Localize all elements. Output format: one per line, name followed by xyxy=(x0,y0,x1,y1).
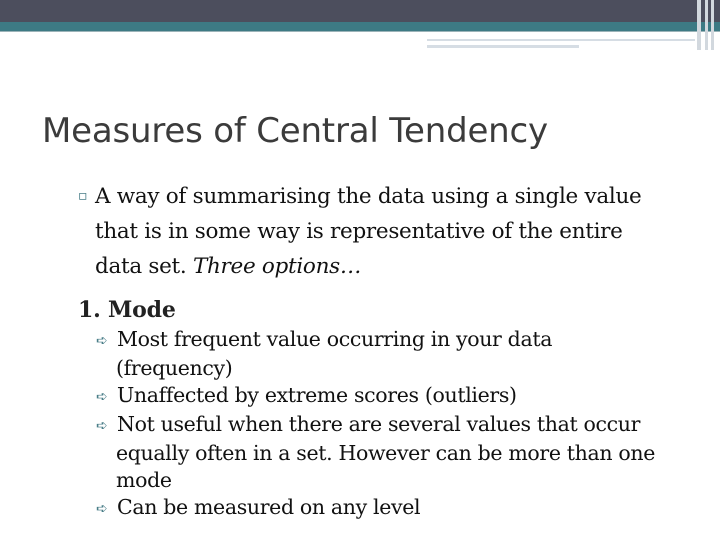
mode-point-line xyxy=(96,382,696,411)
mode-point-text: (frequency) xyxy=(116,356,233,380)
mode-point xyxy=(96,494,696,523)
intro-line: A way of summarising the data using a single value xyxy=(95,184,642,209)
mode-point xyxy=(96,411,696,494)
intro-line xyxy=(95,249,678,284)
mode-point-line xyxy=(96,326,696,355)
arrow-bullet-icon: ➪ xyxy=(96,389,108,405)
arrow-bullet-icon: ➪ xyxy=(96,333,108,349)
mode-point-text: Unaffected by extreme scores (outliers) xyxy=(117,383,517,407)
mode-point-line xyxy=(96,355,696,382)
section-heading: 1. Mode xyxy=(78,297,176,323)
intro-line: that is in some way is representative of the entire xyxy=(95,219,623,244)
square-bullet-icon: ▫ xyxy=(78,188,88,204)
mode-points-list xyxy=(96,326,696,523)
mode-point-line xyxy=(96,411,696,440)
intro-line-text: data set. xyxy=(95,254,193,279)
mode-point-line xyxy=(96,440,696,467)
mode-point-text: mode xyxy=(116,468,172,492)
slide-title: Measures of Central Tendency xyxy=(42,111,548,151)
mode-point-line xyxy=(96,467,696,494)
intro-text xyxy=(95,179,678,284)
intro-paragraph xyxy=(78,179,678,284)
mode-point-text: Not useful when there are several values that occur xyxy=(117,412,641,436)
mode-point xyxy=(96,382,696,411)
mode-point xyxy=(96,326,696,382)
mode-point-text: Most frequent value occurring in your data xyxy=(117,327,553,351)
arrow-bullet-icon: ➪ xyxy=(96,418,108,434)
mode-point-text: Can be measured on any level xyxy=(117,495,421,519)
mode-point-line xyxy=(96,494,696,523)
mode-point-text: equally often in a set. However can be more than one xyxy=(116,441,656,465)
intro-italic-text: Three options… xyxy=(192,254,362,279)
arrow-bullet-icon: ➪ xyxy=(96,501,108,517)
